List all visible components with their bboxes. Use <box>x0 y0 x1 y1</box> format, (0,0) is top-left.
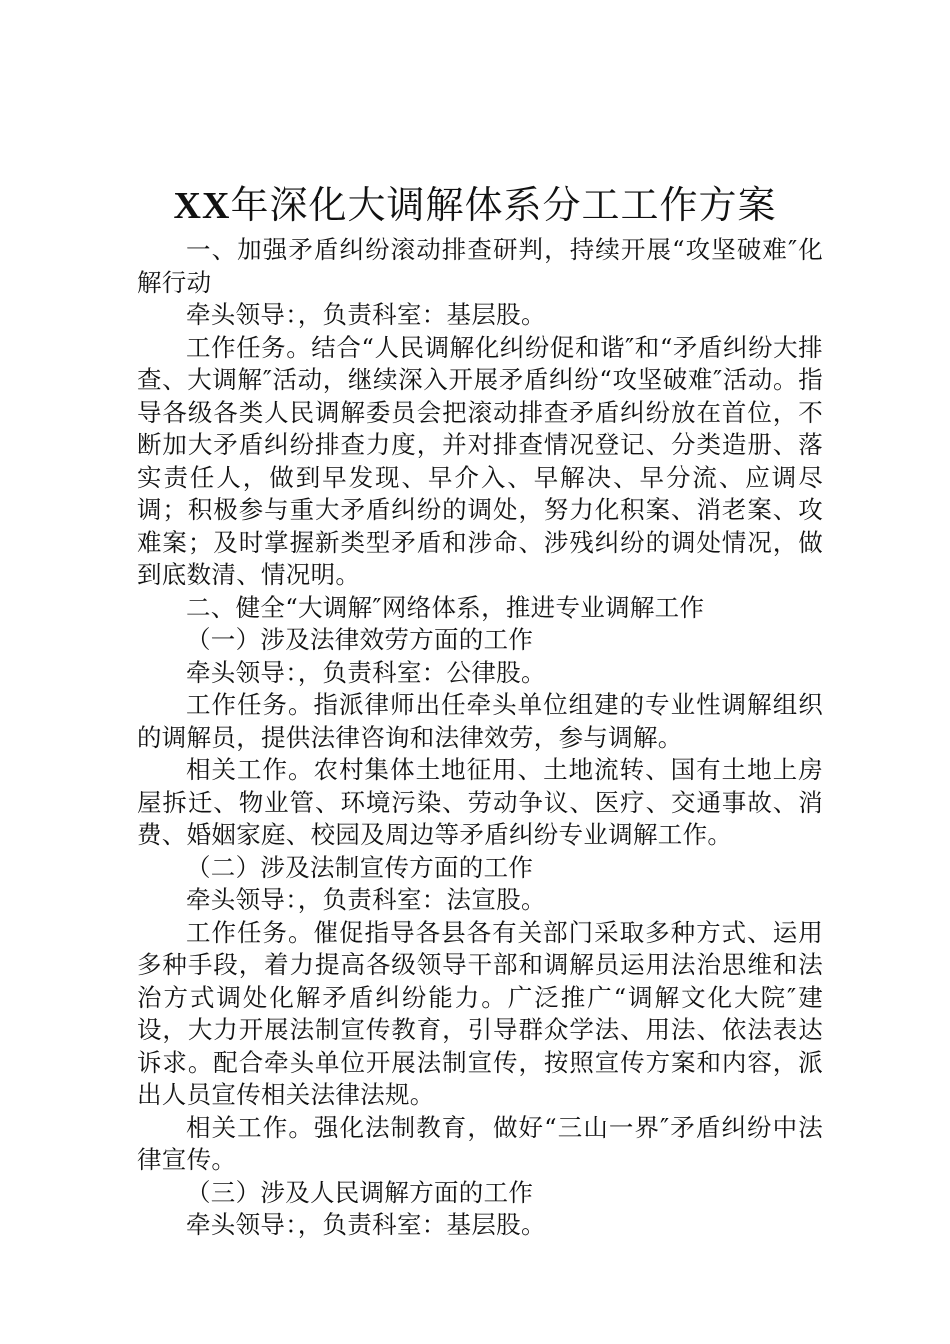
task-paragraph: 工作任务。催促指导各县各有关部门采取多种方式、运用多种手段，着力提高各级领导干部和调解员运用法治思维和法治方式调处化解矛盾纠纷能力。广泛推广“调解文化大院″建设，大力开展法制宣传教育，引导群众学法、用法、依法表达诉求。配合牵头单位开展法制宣传，按照宣传方案和内容，派出人员宣传相关法律法规。 <box>137 917 823 1109</box>
title-prefix: XX <box>173 185 231 227</box>
section-heading-1: 一、加强矛盾纠纷滚动排查研判，持续开展“攻坚破难″化解行动 <box>137 235 823 297</box>
section-heading-2: 二、健全“大调解″网络体系，推进专业调解工作 <box>186 592 705 622</box>
subsection-heading: （一）涉及法律效劳方面的工作 <box>186 625 534 654</box>
related-work-paragraph: 相关工作。强化法制教育，做好“三山一界″矛盾纠纷中法律宣传。 <box>137 1112 823 1174</box>
task-paragraph: 工作任务。结合“人民调解化纠纷促和谐″和“矛盾纠纷大排查、大调解″活动，继续深入开展矛盾纠纷“攻坚破难″活动。指导各级各类人民调解委员会把滚动排查矛盾纠纷放在首位，不断加大矛盾纠纷排查力度，并对排查情况登记、分类造册、落实责任人，做到早发现、早介入、早解决、早分流、应调尽调；积极参与重大矛盾纠纷的调处，努力化积案、消老案、攻难案；及时掌握新类型矛盾和涉命、涉残纠纷的调处情况，做到底数清、情况明。 <box>137 332 823 589</box>
subsection-heading: （二）涉及法制宣传方面的工作 <box>186 852 534 882</box>
related-work-paragraph: 相关工作。农村集体土地征用、土地流转、国有土地上房屋拆迁、物业管、环境污染、劳动争议、医疗、交通事故、消费、婚姻家庭、校园及周边等矛盾纠纷专业调解工作。 <box>137 755 823 849</box>
lead-info: 牵头领导：，负责科室：法宣股。 <box>186 885 546 914</box>
title-text: 年深化大调解体系分工工作方案 <box>230 183 777 227</box>
document-title <box>0 180 950 231</box>
lead-info: 牵头领导：，负责科室：公律股。 <box>186 657 546 687</box>
task-paragraph: 工作任务。指派律师出任牵头单位组建的专业性调解组织的调解员，提供法律咨询和法律效劳，参与调解。 <box>137 690 823 752</box>
lead-info: 牵头领导：，负责科室：基层股。 <box>186 300 546 329</box>
lead-info: 牵头领导：，负责科室：基层股。 <box>186 1210 546 1239</box>
document-body <box>137 234 823 1242</box>
subsection-heading: （三）涉及人民调解方面的工作 <box>186 1177 534 1207</box>
